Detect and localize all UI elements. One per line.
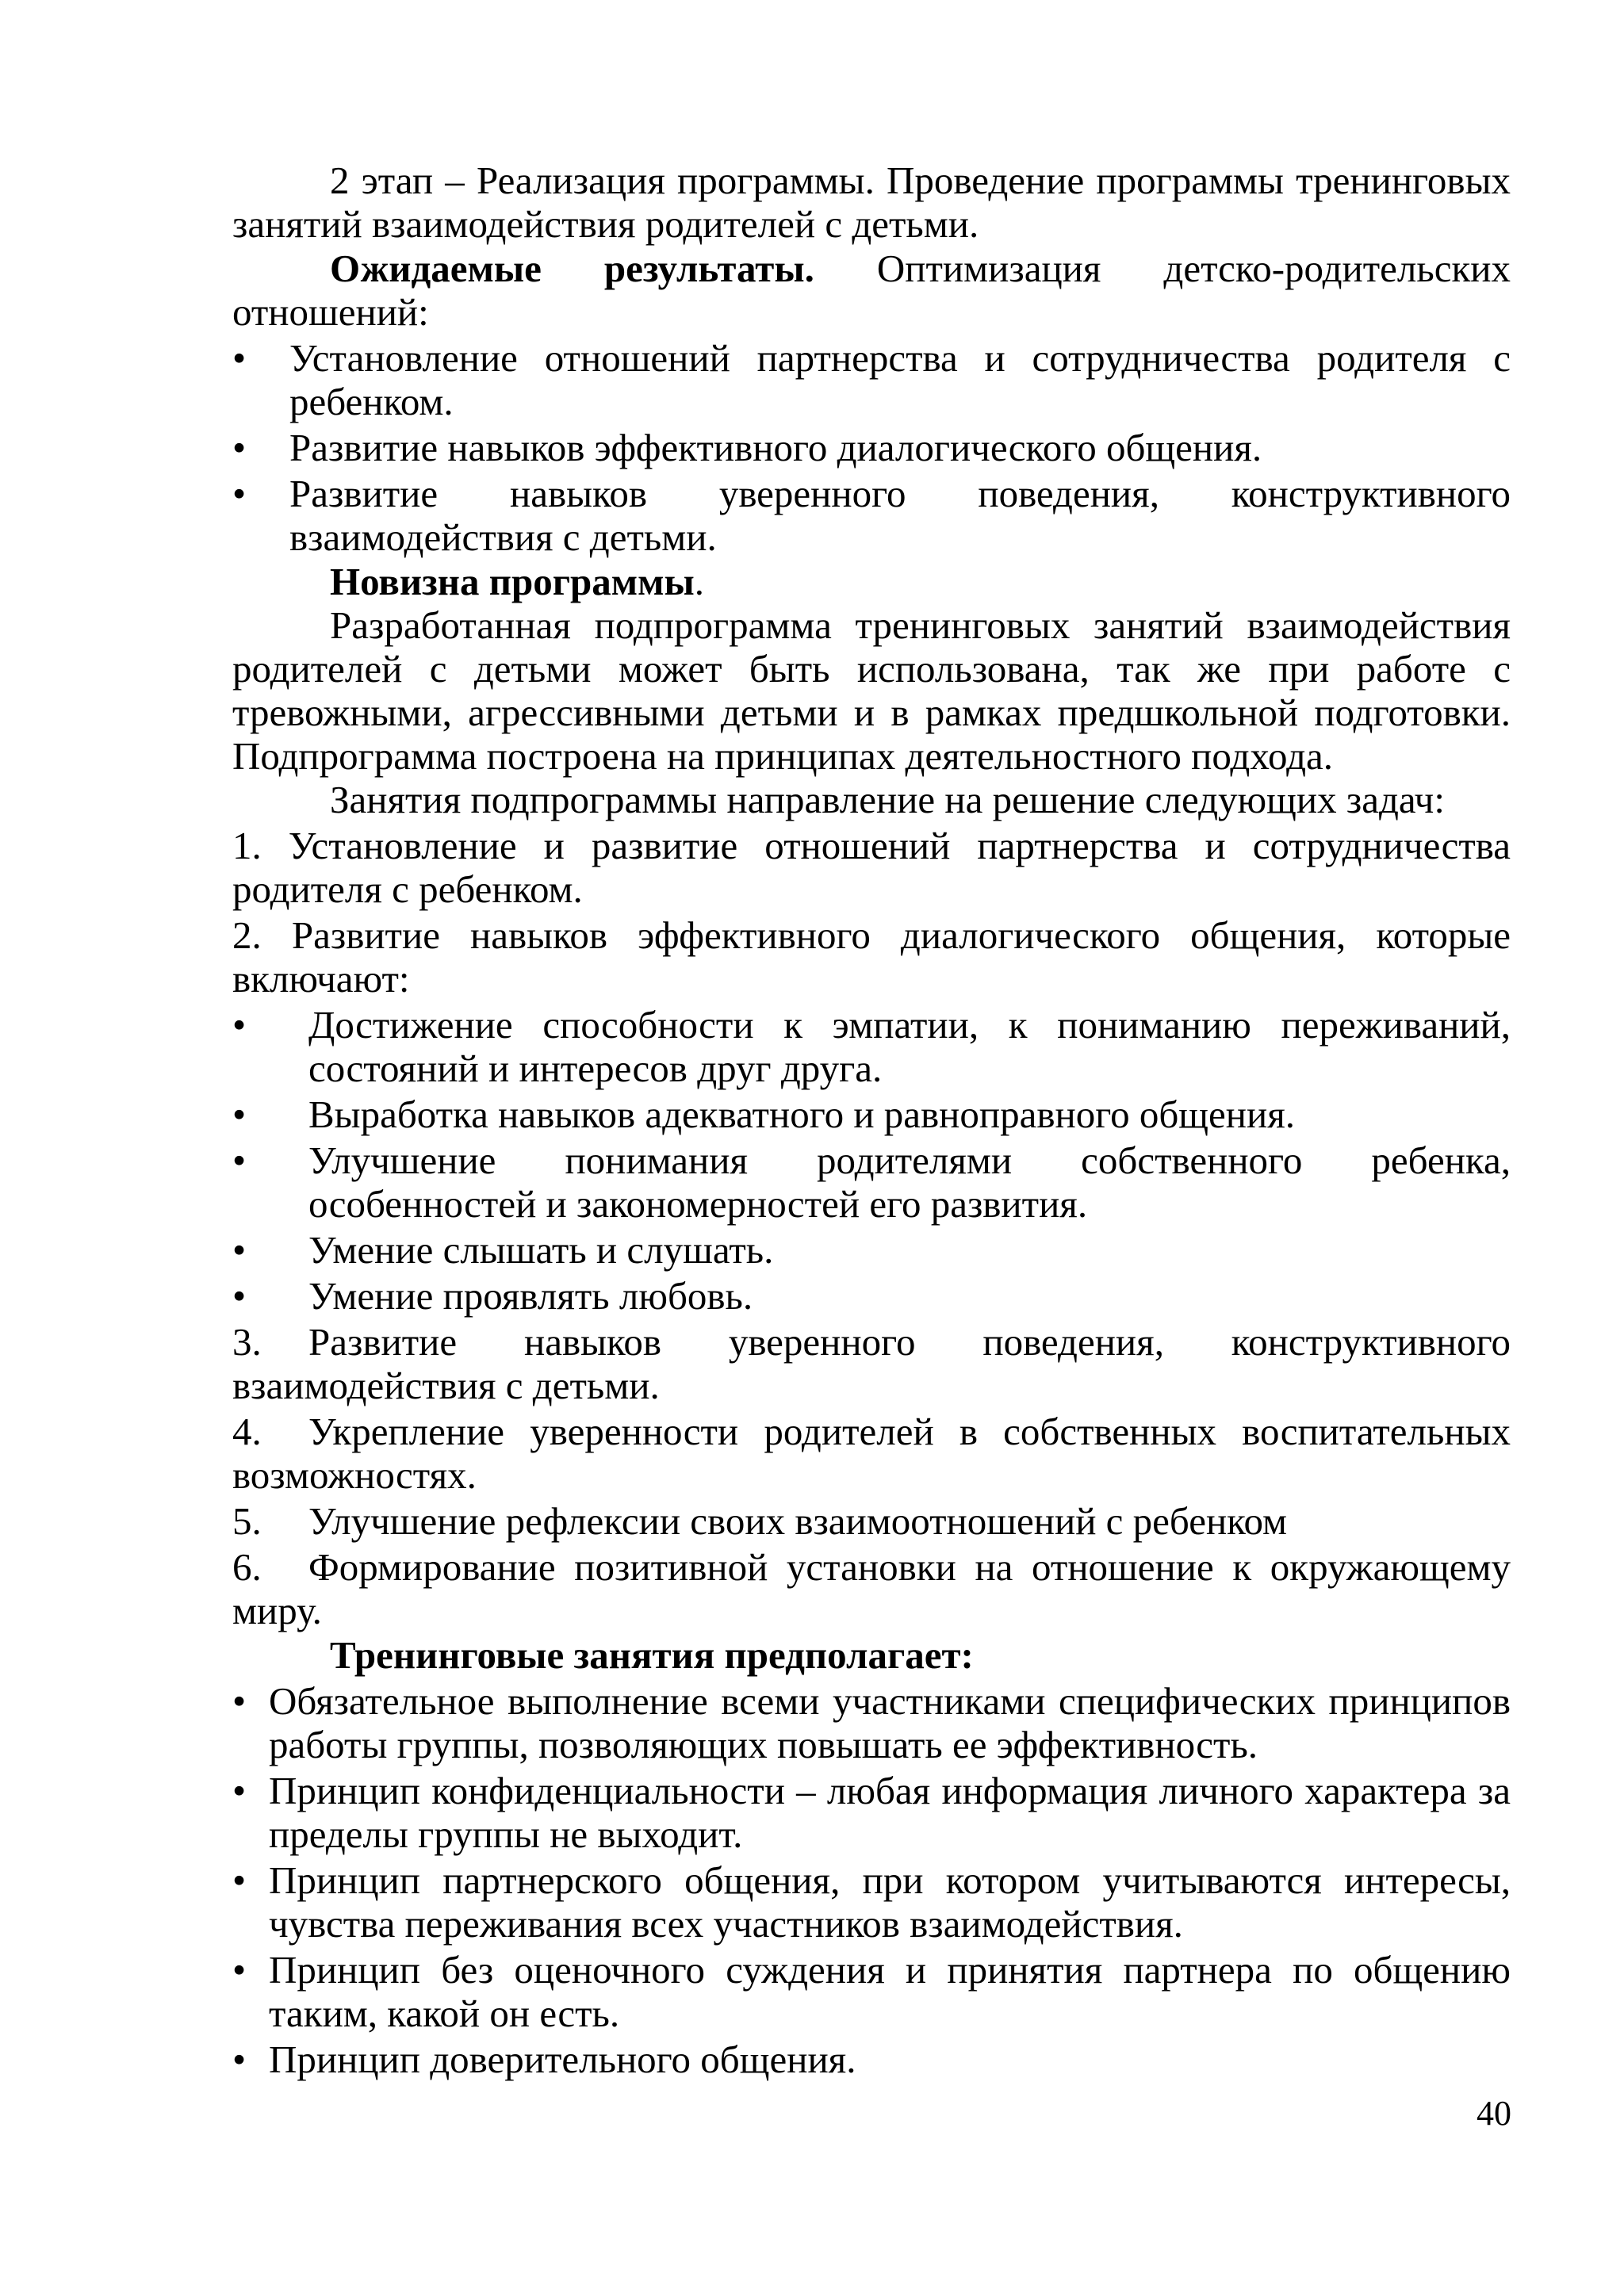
task-text: Развитие навыков уверенного поведения, конструктивного взаимодействия с детьми.: [232, 1320, 1511, 1407]
expected-item-text: Развитие навыков уверенного поведения, конструктивного взаимодействия с детьми.: [289, 472, 1511, 559]
novelty-dot: .: [694, 560, 705, 603]
expected-results-label: Ожидаемые результаты.: [330, 247, 814, 290]
bullet-icon: •: [232, 1093, 247, 1136]
bullet-icon: •: [232, 1948, 247, 1992]
novelty-label: Новизна программы: [330, 560, 695, 603]
bullet-icon: •: [232, 426, 247, 469]
principle-1: [232, 1679, 1511, 1766]
stage2-paragraph: 2 этап – Реализация программы. Проведение программы тренинговых занятий взаимодействия родителей с детьми.: [232, 159, 1511, 246]
task-2: [232, 913, 1511, 1001]
task-number: 3.: [232, 1320, 262, 1364]
principle-2: [232, 1769, 1511, 1856]
principle-text: Принцип конфиденциальности – любая информация личного характера за пределы группы не выходит.: [269, 1769, 1511, 1856]
training-heading: Тренинговые занятия предполагает:: [330, 1633, 974, 1677]
task-number: 1.: [232, 824, 262, 867]
expected-results-text: Оптимизация детско-родительских отношений:: [232, 247, 1511, 334]
sub-item-text: Достижение способности к эмпатии, к пониманию переживаний, состояний и интересов друг друга.: [308, 1003, 1511, 1090]
task-number: 5.: [232, 1499, 262, 1543]
task-number: 6.: [232, 1545, 262, 1589]
bullet-icon: •: [232, 1858, 247, 1902]
task-2-sub-2: [232, 1093, 1511, 1136]
principle-text: Принцип доверительного общения.: [269, 2038, 856, 2081]
sub-item-text: Выработка навыков адекватного и равноправного общения.: [308, 1093, 1295, 1136]
task-6: [232, 1545, 1511, 1632]
expected-item-1: [232, 336, 1511, 423]
sub-item-text: Улучшение понимания родителями собственного ребенка, особенностей и закономерностей его развития.: [308, 1138, 1511, 1226]
novelty-heading: [232, 560, 1511, 603]
principle-text: Принцип без оценочного суждения и принятия партнера по общению таким, какой он есть.: [269, 1948, 1511, 2035]
expected-item-text: Установление отношений партнерства и сотрудничества родителя с ребенком.: [289, 336, 1511, 423]
principle-5: [232, 2038, 1511, 2081]
task-2-sub-4: [232, 1228, 1511, 1272]
bullet-icon: •: [232, 1138, 247, 1182]
bullet-icon: •: [232, 336, 247, 380]
task-text: Укрепление уверенности родителей в собственных воспитательных возможностях.: [232, 1410, 1511, 1497]
document-page: [232, 159, 1511, 2081]
sub-item-text: Умение проявлять любовь.: [308, 1274, 753, 1318]
task-text: Установление и развитие отношений партнерства и сотрудничества родителя с ребенком.: [232, 824, 1511, 911]
developed-paragraph: Разработанная подпрограмма тренинговых занятий взаимодействия родителей с детьми может быть использована, так же при работе с тревожными, агрессивными детьми и в рамках предшкольной подготовки. Подпрограмма построена на принципах деятельностного подхода.: [232, 603, 1511, 778]
task-2-sub-3: [232, 1138, 1511, 1226]
task-2-sub-1: [232, 1003, 1511, 1090]
task-text: Формирование позитивной установки на отношение к окружающему миру.: [232, 1545, 1511, 1632]
principle-text: Принцип партнерского общения, при котором учитываются интересы, чувства переживания всех участников взаимодействия.: [269, 1858, 1511, 1946]
expected-results-paragraph: [232, 247, 1511, 334]
task-5: [232, 1499, 1511, 1543]
task-number: 4.: [232, 1410, 262, 1453]
tasks-intro: Занятия подпрограммы направление на решение следующих задач:: [330, 778, 1445, 821]
task-2-sub-5: [232, 1274, 1511, 1318]
bullet-icon: •: [232, 1003, 247, 1047]
sub-item-text: Умение слышать и слушать.: [308, 1228, 774, 1272]
bullet-icon: •: [232, 472, 247, 515]
expected-item-2: [232, 426, 1511, 469]
bullet-icon: •: [232, 1228, 247, 1272]
task-1: [232, 824, 1511, 911]
task-text: Улучшение рефлексии своих взаимоотношений с ребенком: [308, 1499, 1288, 1543]
page-number: 40: [1477, 2094, 1511, 2133]
task-4: [232, 1410, 1511, 1497]
bullet-icon: •: [232, 1769, 247, 1812]
task-number: 2.: [232, 913, 262, 957]
bullet-icon: •: [232, 1679, 247, 1723]
principle-4: [232, 1948, 1511, 2035]
principle-text: Обязательное выполнение всеми участниками специфических принципов работы группы, позволяющих повышать ее эффективность.: [269, 1679, 1511, 1766]
expected-item-text: Развитие навыков эффективного диалогического общения.: [289, 426, 1262, 469]
task-3: [232, 1320, 1511, 1407]
expected-item-3: [232, 472, 1511, 559]
principle-3: [232, 1858, 1511, 1946]
task-text: Развитие навыков эффективного диалогического общения, которые включают:: [232, 913, 1511, 1001]
bullet-icon: •: [232, 1274, 247, 1318]
bullet-icon: •: [232, 2038, 247, 2081]
